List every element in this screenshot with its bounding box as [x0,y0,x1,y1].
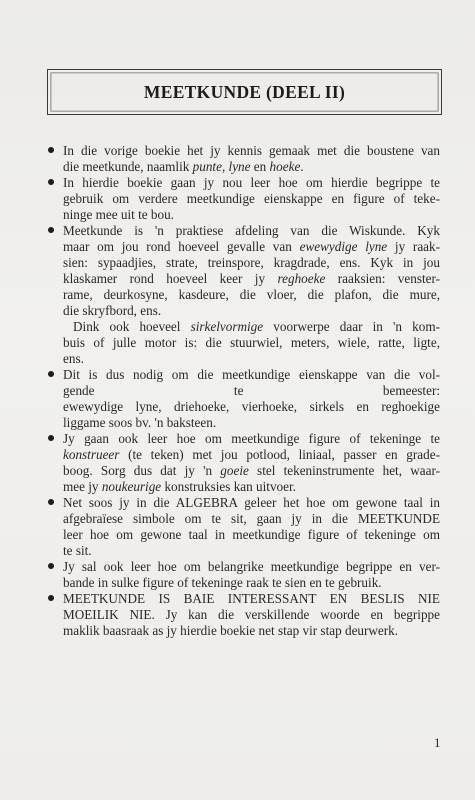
text-line [63,527,440,543]
text-line [63,575,440,591]
text-line [63,223,440,239]
text-line [63,415,440,431]
text-line [63,287,440,303]
text-run: gende te bemeester: [63,383,440,398]
text-line [63,319,440,335]
text-line [63,367,440,383]
text-line [63,447,440,463]
text-run: maar om jou rond hoeveel gevalle van [63,239,300,254]
text-run: In hierdie boekie gaan jy nou leer hoe om hierdie begrippe te [63,175,440,190]
text-run: afgebraïese simbole om te sit, gaan jy in die MEETKUNDE [63,511,440,526]
bullet-icon [48,147,54,153]
text-run: te sit. [63,543,92,558]
text-run: en [250,159,270,174]
text-line [63,591,440,607]
text-line [63,479,440,495]
text-run: . [300,159,304,174]
paragraph [44,143,440,175]
text-run: ens. [63,351,84,366]
italic-term: hoeke [269,159,301,174]
text-line [63,543,440,559]
text-run: bande in sulke figure of tekeninge raak te sien en te gebruik. [63,575,382,590]
text-run: Net soos jy in die ALGEBRA geleer het hoe om gewone taal in [63,495,440,510]
text-run: ewewydige lyne, driehoeke, vierhoeke, sirkels en reghoekige [63,399,440,414]
bullet-icon [48,179,54,185]
text-line [63,207,440,223]
bullet-icon [48,499,54,505]
text-line [63,271,440,287]
text-line [63,159,440,175]
text-run: die skryfbord, ens. [63,303,162,318]
italic-term: punte, lyne [192,159,251,174]
page-title: MEETKUNDE (DEEL II) [143,81,346,102]
text-run: rame, deurkosyne, kasdeure, die vloer, die plafon, die mure, [63,287,440,302]
text-line [63,511,440,527]
text-run: voorwerpe daar in 'n kom- [263,319,440,334]
text-run: maklik baasraak as jy hierdie boekie net stap vir stap deurwerk. [63,623,399,638]
bullet-icon [48,227,54,233]
text-run: die meetkunde, naamlik [63,159,193,174]
text-run: konstruksies kan uitvoer. [161,479,296,494]
text-line [63,239,440,255]
text-run: raaksien: venster- [325,271,440,286]
text-run: Jy sal ook leer hoe om belangrike meetkundige begrippe en ver- [63,559,440,574]
text-line [63,175,440,191]
paragraph [44,431,440,495]
text-run: (te teken) met jou potlood, liniaal, passer en grade- [119,447,440,462]
text-run: liggame soos bv. 'n baksteen. [63,415,217,430]
text-line [63,463,440,479]
italic-term: sirkelvormige [190,319,264,334]
text-run: buis of julle motor is: die stuurwiel, meters, wiele, ratte, ligte, [63,335,440,350]
text-line [63,607,440,623]
paragraph [44,495,440,559]
text-run: Dit is dus nodig om die meetkundige eienskappe van die vol- [63,367,440,382]
text-run: klaskamer rond hoeveel keer jy [63,271,278,286]
text-run: MEETKUNDE IS BAIE INTERESSANT EN BESLIS NIE [63,591,440,606]
text-line [63,191,440,207]
paragraph [44,559,440,591]
text-run: leer hoe om gewone taal in meetkundige figure of tekeninge om [63,527,440,542]
italic-term: ewewydige lyne [299,239,388,254]
italic-term: konstrueer [63,447,120,462]
text-run: gebruik om verdere meetkundige eienskappe en figure of teke- [63,191,440,206]
text-run: boog. Sorg dus dat jy 'n [63,463,221,478]
text-run: MOEILIK NIE. Jy kan die verskillende woorde en begrippe [63,607,440,622]
italic-term: noukeurige [101,479,162,494]
text-run: Meetkunde is 'n praktiese afdeling van die Wiskunde. Kyk [63,223,440,238]
body-text [44,143,440,639]
italic-term: reghoeke [277,271,326,286]
text-run: jy raak- [387,239,441,254]
bullet-icon [48,435,54,441]
bullet-icon [48,563,54,569]
paragraph [44,591,440,639]
text-run: In die vorige boekie het jy kennis gemaak met die boustene van [63,143,440,158]
text-line [63,431,440,447]
paragraph [44,367,440,431]
text-line [63,623,440,639]
text-run: stel tekeninstrumente het, waar- [248,463,440,478]
italic-term: goeie [220,463,249,478]
text-line [63,303,440,319]
text-run: Jy gaan ook leer hoe om meetkundige figure of tekeninge te [63,431,440,446]
text-line [63,255,440,271]
text-line [63,399,440,415]
page-number: 1 [434,735,441,750]
text-line [63,335,440,351]
text-line [63,559,440,575]
text-line [63,383,440,399]
bullet-icon [48,595,54,601]
title-box [47,69,442,115]
text-run: sien: sypaadjies, strate, treinspore, kragdrade, ens. Kyk in jou [63,255,440,270]
paragraph [44,175,440,223]
text-line [63,495,440,511]
text-line [63,351,440,367]
bullet-icon [48,371,54,377]
paragraph [44,223,440,319]
paragraph [44,319,440,367]
text-run: ninge mee uit te bou. [63,207,174,222]
text-run: Dink ook hoeveel [73,319,191,334]
text-run: mee jy [63,479,102,494]
text-line [63,143,440,159]
